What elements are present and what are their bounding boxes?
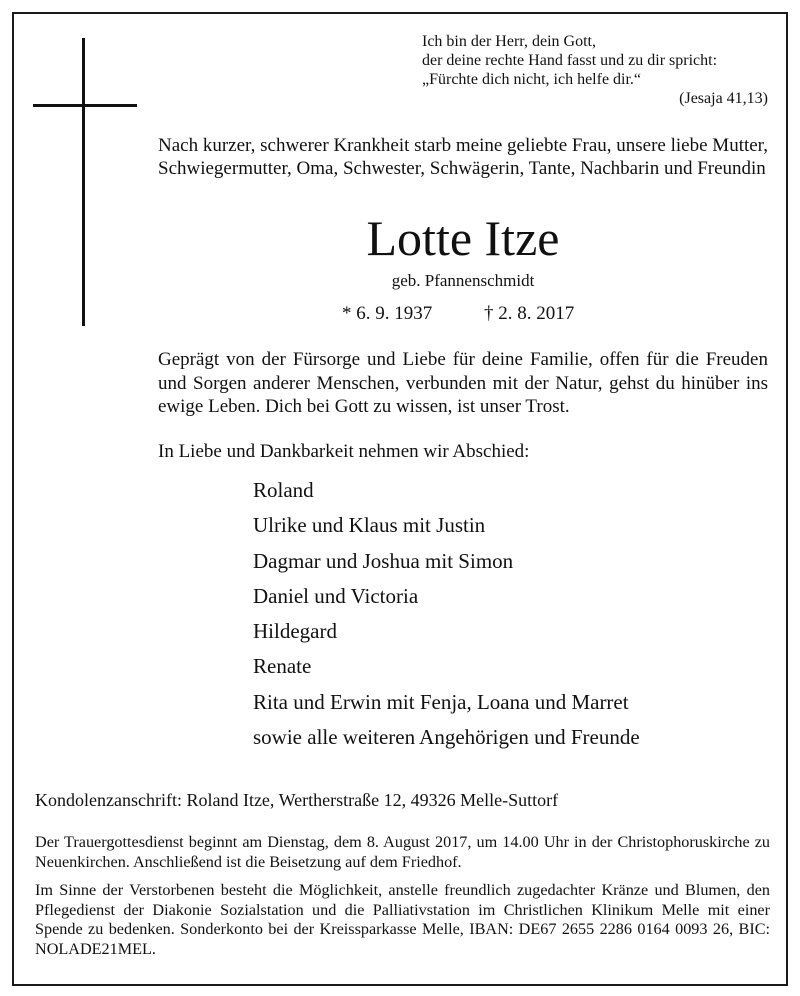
mourner-name: sowie alle weiteren Angehörigen und Freunde [253, 725, 640, 750]
farewell-line: In Liebe und Dankbarkeit nehmen wir Abschied: [158, 441, 530, 462]
birth-name: geb. Pfannenschmidt [391, 271, 535, 290]
mourner-name: Renate [253, 654, 312, 679]
verse-line: Ich bin der Herr, dein Gott, [422, 33, 596, 50]
deceased-name: Lotte Itze [366, 210, 560, 266]
cross-horizontal-bar [33, 104, 137, 107]
condolence-address: Kondolenzanschrift: Roland Itze, Wertherstraße 12, 49326 Melle-Suttorf [35, 790, 559, 810]
cross-vertical-bar [82, 38, 85, 326]
tribute-text: Geprägt von der Fürsorge und Liebe für deine Familie, offen für die Freuden und Sorgen anderer Menschen, verbunden mit der Natur, gehst du hinüber ins ewige Leben. Dich bei Gott zu wissen, ist unser Trost. [158, 349, 768, 417]
bible-verse [422, 32, 768, 108]
mourner-name: Ulrike und Klaus mit Justin [253, 513, 486, 538]
verse-reference: (Jesaja 41,13) [679, 90, 768, 107]
birth-date: * 6. 9. 1937 [342, 303, 433, 324]
verse-line: der deine rechte Hand fasst und zu dir spricht: [422, 52, 718, 69]
mourners-list [253, 473, 763, 755]
donation-notice: Im Sinne der Verstorbenen besteht die Möglichkeit, anstelle freundlich zugedachter Kränze und Blumen, den Pflegedienst der Diakonie Sozialstation und die Palliativstation im Christlichen Klinikum Melle mit einer Spende zu bedenken. Sonderkonto bei der Kreissparkasse Melle, IBAN: DE67 2655 2286 0164 0093 26, BIC: NOLADE21MEL. [35, 881, 770, 958]
mourner-name: Daniel und Victoria [253, 583, 419, 608]
mourner-name: Rita und Erwin mit Fenja, Loana und Marret [253, 689, 629, 714]
death-announcement-text: Nach kurzer, schwerer Krankheit starb meine geliebte Frau, unsere liebe Mutter, Schwiegermutter, Oma, Schwester, Schwägerin, Tante, Nachbarin und Freundin [158, 135, 768, 179]
death-date: † 2. 8. 2017 [484, 303, 575, 324]
mourner-name: Hildegard [253, 619, 337, 644]
verse-line: „Fürchte dich nicht, ich helfe dir.“ [422, 71, 642, 88]
mourner-name: Roland [253, 478, 314, 502]
mourner-name: Dagmar und Joshua mit Simon [253, 548, 514, 573]
funeral-service-notice: Der Trauergottesdienst beginnt am Dienstag, dem 8. August 2017, um 14.00 Uhr in der Christophoruskirche zu Neuenkirchen. Anschließend ist die Beisetzung auf dem Friedhof. [35, 833, 770, 871]
